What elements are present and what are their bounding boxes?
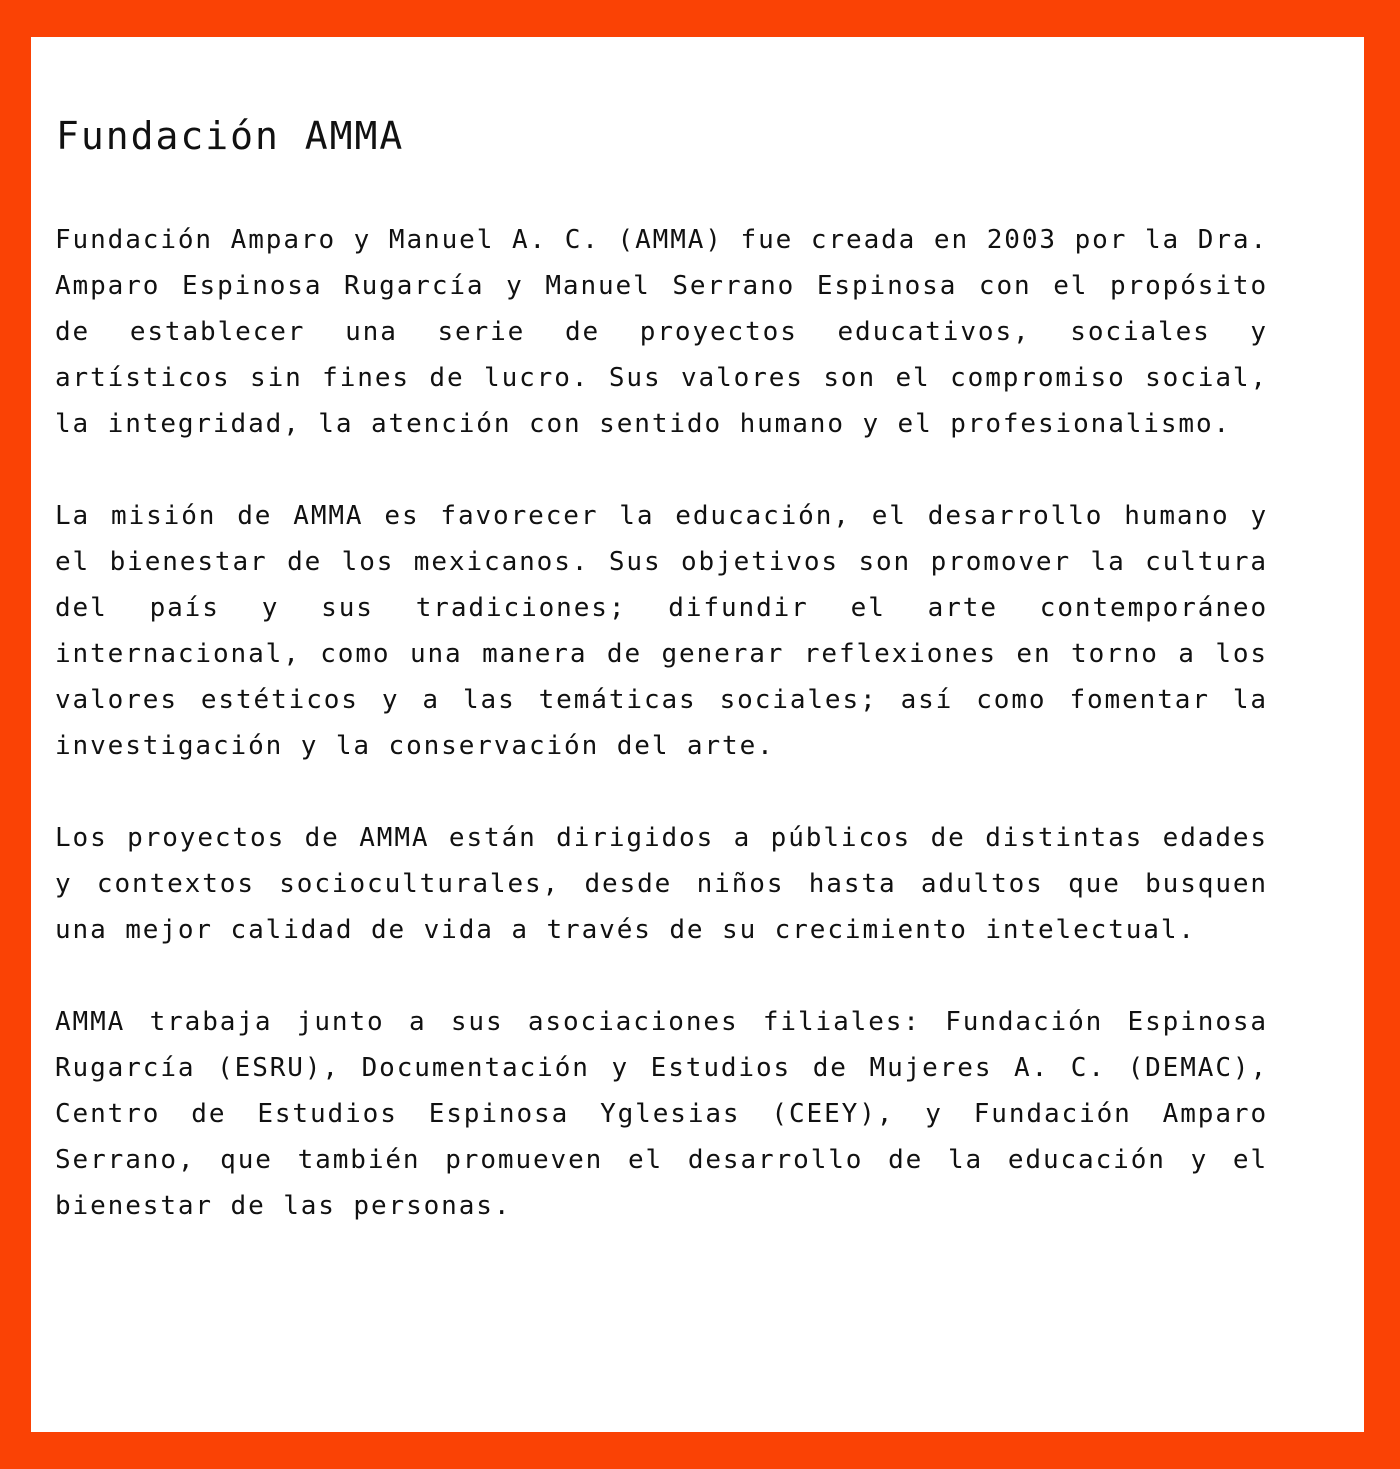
paragraph-mission: La misión de AMMA es favorecer la educación, el desarrollo humano y el bienestar de los mexicanos. Sus objetivos son promover la cultura del país y sus tradiciones; difundir el arte contemporáneo internacional, como una manera de generar reflexiones en torno a los valores estéticos y a las temáticas sociales; así como fomentar la investigación y la conservación del arte.: [55, 501, 1268, 761]
document-panel: [31, 37, 1364, 1432]
paragraph-affiliates: AMMA trabaja junto a sus asociaciones filiales: Fundación Espinosa Rugarcía (ESRU), Documentación y Estudios de Mujeres A. C. (DEMAC), Centro de Estudios Espinosa Yglesias (CEEY), y Fundación Amparo Serrano, que también promueven el desarrollo de la educación y el bienestar de las personas.: [55, 1007, 1268, 1221]
paragraph-history: Fundación Amparo y Manuel A. C. (AMMA) fue creada en 2003 por la Dra. Amparo Espinosa Rugarcía y Manuel Serrano Espinosa con el propósito de establecer una serie de proyectos educativos, sociales y artísticos sin fines de lucro. Sus valores son el compromiso social, la integridad, la atención con sentido humano y el profesionalismo.: [55, 225, 1268, 439]
paragraph-audience: Los proyectos de AMMA están dirigidos a públicos de distintas edades y contextos socioculturales, desde niños hasta adultos que busquen una mejor calidad de vida a través de su crecimiento intelectual.: [55, 823, 1268, 945]
page-title: Fundación AMMA: [56, 114, 405, 158]
document-body: [55, 217, 1268, 1229]
